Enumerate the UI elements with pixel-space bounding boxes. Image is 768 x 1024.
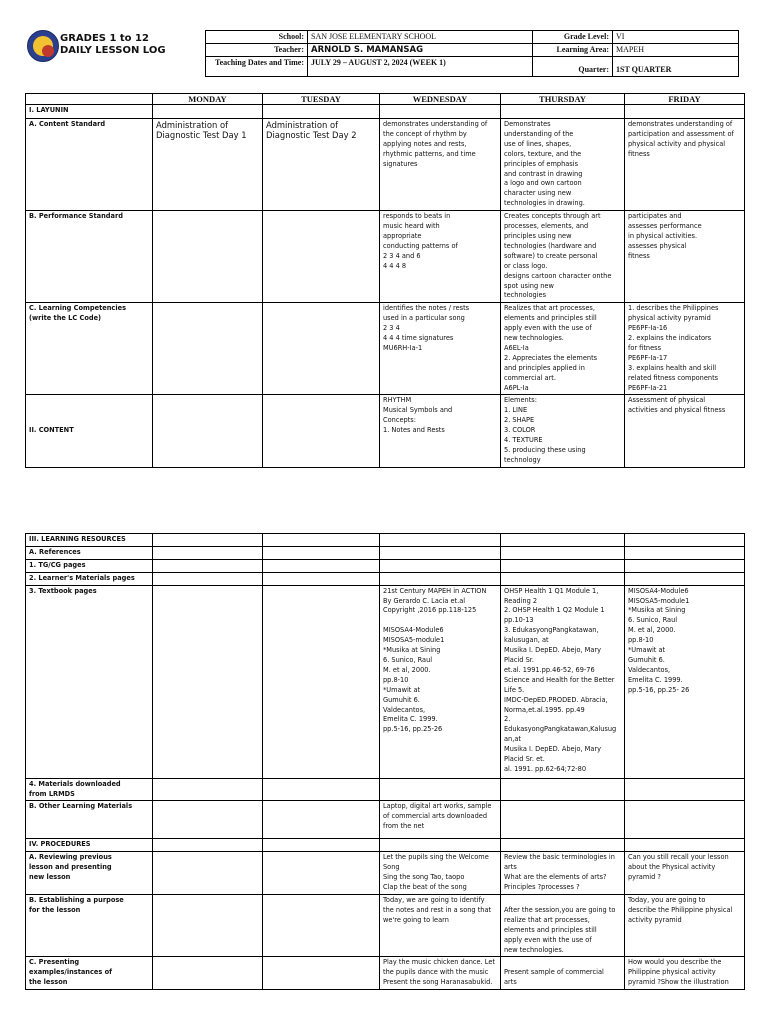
row-label-content-standard: A. Content Standard — [26, 119, 153, 211]
section-heading-layunin: I. LAYUNIN — [26, 105, 153, 119]
wednesday-textbook: 21st Century MAPEH in ACTION By Gerardo C. Lacia et.al Copyright ,2016 pp.118-125 MISOSA4-Module6 MISOSA5-module1 *Musika at Sining 6. Sunico, Raul M. et al, 2000. pp.8-10 *Umawit at Gumuhit 6. Valdecantos, Emelita C. 1999. pp.5-16, pp.25-26 — [380, 585, 501, 778]
tuesday-reviewing — [263, 852, 380, 895]
school-value: SAN JOSE ELEMENTARY SCHOOL — [308, 31, 533, 44]
friday-presenting: How would you describe the Philippine physical activity pyramid ?Show the illustration — [625, 957, 745, 990]
grade-label: Grade Level: — [533, 31, 613, 44]
cell — [153, 839, 263, 852]
friday-learning-competencies: 1. describes the Philippines physical activity pyramid PE6PF-Ia-16 2. explains the indicators for fitness PE6PF-Ia-17 3. explains health and skill related fitness components PE6PF-Ia-21 — [625, 303, 745, 395]
wednesday-purpose: Today, we are going to identify the notes and rest in a song that we're going to learn — [380, 894, 501, 956]
row-label-presenting-examples: C. Presenting examples/instances of the lesson — [26, 957, 153, 990]
dates-label: Teaching Dates and Time: — [206, 57, 308, 77]
cell — [501, 839, 625, 852]
friday-materials-downloaded — [625, 778, 745, 801]
table-row — [26, 839, 745, 852]
row-label-references: A. References — [26, 546, 153, 559]
area-value: MAPEH — [613, 44, 739, 57]
cell — [263, 105, 380, 119]
monday-references — [153, 546, 263, 559]
teacher-label: Teacher: — [206, 44, 308, 57]
monday-reviewing — [153, 852, 263, 895]
row-label-other-learning-materials: B. Other Learning Materials — [26, 801, 153, 839]
day-header-thursday: THURSDAY — [501, 94, 625, 105]
header-table — [205, 30, 739, 77]
wednesday-presenting: Play the music chicken dance. Let the pupils dance with the music Present the song Haranasabukid. — [380, 957, 501, 990]
thursday-presenting: Present sample of commercial arts — [501, 957, 625, 990]
row-label-reviewing-previous-lesson: A. Reviewing previous lesson and presenting new lesson — [26, 852, 153, 895]
wednesday-content: RHYTHM Musical Symbols and Concepts: 1. Notes and Rests — [380, 395, 501, 467]
monday-purpose — [153, 894, 263, 956]
wednesday-learning-competencies: identifies the notes / rests used in a particular song 2 3 4 4 4 4 time signatures MU6RH-Ia-1 — [380, 303, 501, 395]
tuesday-references — [263, 546, 380, 559]
section-heading-procedures: IV. PROCEDURES — [26, 839, 153, 852]
monday-materials-downloaded — [153, 778, 263, 801]
day-header-friday: FRIDAY — [625, 94, 745, 105]
monday-learners-materials — [153, 572, 263, 585]
thursday-purpose: After the session,you are going to realize that art processes, elements and principles still apply even with the use of new technologies. — [501, 894, 625, 956]
tuesday-other-materials — [263, 801, 380, 839]
cell — [380, 534, 501, 547]
monday-other-materials — [153, 801, 263, 839]
cell — [263, 534, 380, 547]
wednesday-materials-downloaded — [380, 778, 501, 801]
friday-performance-standard: participates and assesses performance in physical activities. assesses physical fitness — [625, 211, 745, 303]
tuesday-performance-standard — [263, 211, 380, 303]
document-title — [60, 33, 166, 57]
thursday-performance-standard: Creates concepts through art processes, elements, and principles using new technologies (hardware and software) to create personal or class logo. designs cartoon character onthe spot using new technologies — [501, 211, 625, 303]
tuesday-learners-materials — [263, 572, 380, 585]
deped-logo — [27, 30, 59, 62]
wednesday-tg-cg — [380, 559, 501, 572]
row-label-materials-downloaded: 4. Materials downloaded from LRMDS — [26, 778, 153, 801]
section-heading-learning-resources: III. LEARNING RESOURCES — [26, 534, 153, 547]
row-label-content: II. CONTENT — [26, 395, 153, 467]
row-label-learning-competencies: C. Learning Competencies (write the LC Code) — [26, 303, 153, 395]
title-line-2: DAILY LESSON LOG — [60, 45, 166, 56]
row-label-establishing-purpose: B. Establishing a purpose for the lesson — [26, 894, 153, 956]
area-label: Learning Area: — [533, 44, 613, 57]
thursday-other-materials — [501, 801, 625, 839]
tuesday-purpose — [263, 894, 380, 956]
cell — [625, 534, 745, 547]
wednesday-performance-standard: responds to beats in music heard with appropriate conducting patterns of 2 3 4 and 6 4 4 4 8 — [380, 211, 501, 303]
thursday-reviewing: Review the basic terminologies in arts What are the elements of arts? Principles ?processes ? — [501, 852, 625, 895]
tuesday-materials-downloaded — [263, 778, 380, 801]
monday-content — [153, 395, 263, 467]
table-row — [26, 303, 745, 395]
monday-presenting — [153, 957, 263, 990]
table-row — [26, 395, 745, 467]
table-row — [26, 546, 745, 559]
cell — [153, 534, 263, 547]
friday-content: Assessment of physical activities and physical fitness — [625, 395, 745, 467]
teacher-value: ARNOLD S. MAMANSAG — [308, 44, 533, 57]
row-label-learners-materials: 2. Learner's Materials pages — [26, 572, 153, 585]
quarter-value: 1ST QUARTER — [613, 57, 739, 77]
friday-reviewing: Can you still recall your lesson about the Physical activity pyramid ? — [625, 852, 745, 895]
table-row — [26, 801, 745, 839]
quarter-label: Quarter: — [533, 57, 613, 77]
cell — [380, 839, 501, 852]
tuesday-learning-competencies — [263, 303, 380, 395]
wednesday-learners-materials — [380, 572, 501, 585]
table-row — [26, 894, 745, 956]
monday-learning-competencies — [153, 303, 263, 395]
thursday-content-standard: Demonstrates understanding of the use of lines, shapes, colors, texture, and the principles of emphasis and contrast in drawing a logo and own cartoon character using new technologies in drawing. — [501, 119, 625, 211]
friday-references — [625, 546, 745, 559]
table-row — [26, 572, 745, 585]
thursday-learning-competencies: Realizes that art processes, elements and principles still apply even with the use of new technologies. A6EL-Ia 2. Appreciates the elements and principles applied in commercial art. A6PL-Ia — [501, 303, 625, 395]
tuesday-tg-cg — [263, 559, 380, 572]
row-label-performance-standard: B. Performance Standard — [26, 211, 153, 303]
cell — [380, 105, 501, 119]
cell — [501, 105, 625, 119]
friday-purpose: Today, you are going to describe the Philippine physical activity pyramid — [625, 894, 745, 956]
thursday-tg-cg — [501, 559, 625, 572]
table-row — [26, 852, 745, 895]
dates-value: JULY 29 – AUGUST 2, 2024 (WEEK 1) — [308, 57, 533, 77]
cell — [263, 839, 380, 852]
row-label-textbook-pages: 3. Textbook pages — [26, 585, 153, 778]
resources-procedures-table — [25, 533, 745, 990]
table-row — [26, 534, 745, 547]
wednesday-references — [380, 546, 501, 559]
tuesday-content-standard: Administration of Diagnostic Test Day 2 — [263, 119, 380, 211]
wednesday-other-materials: Laptop, digital art works, sample of commercial arts downloaded from the net — [380, 801, 501, 839]
cell — [625, 105, 745, 119]
tuesday-textbook — [263, 585, 380, 778]
school-label: School: — [206, 31, 308, 44]
table-row — [26, 119, 745, 211]
friday-content-standard: demonstrates understanding of participation and assessment of physical activity and physical fitness — [625, 119, 745, 211]
monday-content-standard: Administration of Diagnostic Test Day 1 — [153, 119, 263, 211]
thursday-references — [501, 546, 625, 559]
monday-tg-cg — [153, 559, 263, 572]
friday-textbook: MISOSA4-Module6 MISOSA5-module1 *Musika at Sining 6. Sunico, Raul M. et al, 2000. pp.8-10 *Umawit at Gumuhit 6. Valdecantos, Emelita C. 1999. pp.5-16, pp.25- 26 — [625, 585, 745, 778]
table-row — [26, 957, 745, 990]
wednesday-content-standard: demonstrates understanding of the concept of rhythm by applying notes and rests, rhythmic patterns, and time signatures — [380, 119, 501, 211]
wednesday-reviewing: Let the pupils sing the Welcome Song Sing the song Tao, taopo Clap the beat of the song — [380, 852, 501, 895]
table-row — [26, 778, 745, 801]
monday-textbook — [153, 585, 263, 778]
friday-learners-materials — [625, 572, 745, 585]
thursday-textbook: OHSP Health 1 Q1 Module 1, Reading 2 2. OHSP Health 1 Q2 Module 1 pp.10-13 3. EdukasyongPangkatawan, kalusugan, at Musika I. DepED. Abejo, Mary Placid Sr. et.al. 1991.pp.46-52, 69-76 Science and Health for the Better Life 5. IMDC-DepED.PRODED. Abracia, Norma,et.al.1995. pp.49 2. EdukasyongPangkatawan,Kalusug an,at Musika I. DepED. Abejo, Mary Placid Sr. et. al. 1991. pp.62-64;72-80 — [501, 585, 625, 778]
title-line-1: GRADES 1 to 12 — [60, 33, 149, 44]
thursday-learners-materials — [501, 572, 625, 585]
tuesday-content — [263, 395, 380, 467]
objectives-table — [25, 93, 745, 468]
cell — [625, 839, 745, 852]
row-label-tg-cg-pages: 1. TG/CG pages — [26, 559, 153, 572]
day-header-blank — [26, 94, 153, 105]
day-header-monday: MONDAY — [153, 94, 263, 105]
friday-other-materials — [625, 801, 745, 839]
cell — [501, 534, 625, 547]
table-row — [26, 211, 745, 303]
table-row — [26, 585, 745, 778]
table-row — [26, 559, 745, 572]
monday-performance-standard — [153, 211, 263, 303]
cell — [153, 105, 263, 119]
thursday-materials-downloaded — [501, 778, 625, 801]
thursday-content: Elements: 1. LINE 2. SHAPE 3. COLOR 4. TEXTURE 5. producing these using technology — [501, 395, 625, 467]
day-header-tuesday: TUESDAY — [263, 94, 380, 105]
grade-value: VI — [613, 31, 739, 44]
day-header-wednesday: WEDNESDAY — [380, 94, 501, 105]
tuesday-presenting — [263, 957, 380, 990]
friday-tg-cg — [625, 559, 745, 572]
